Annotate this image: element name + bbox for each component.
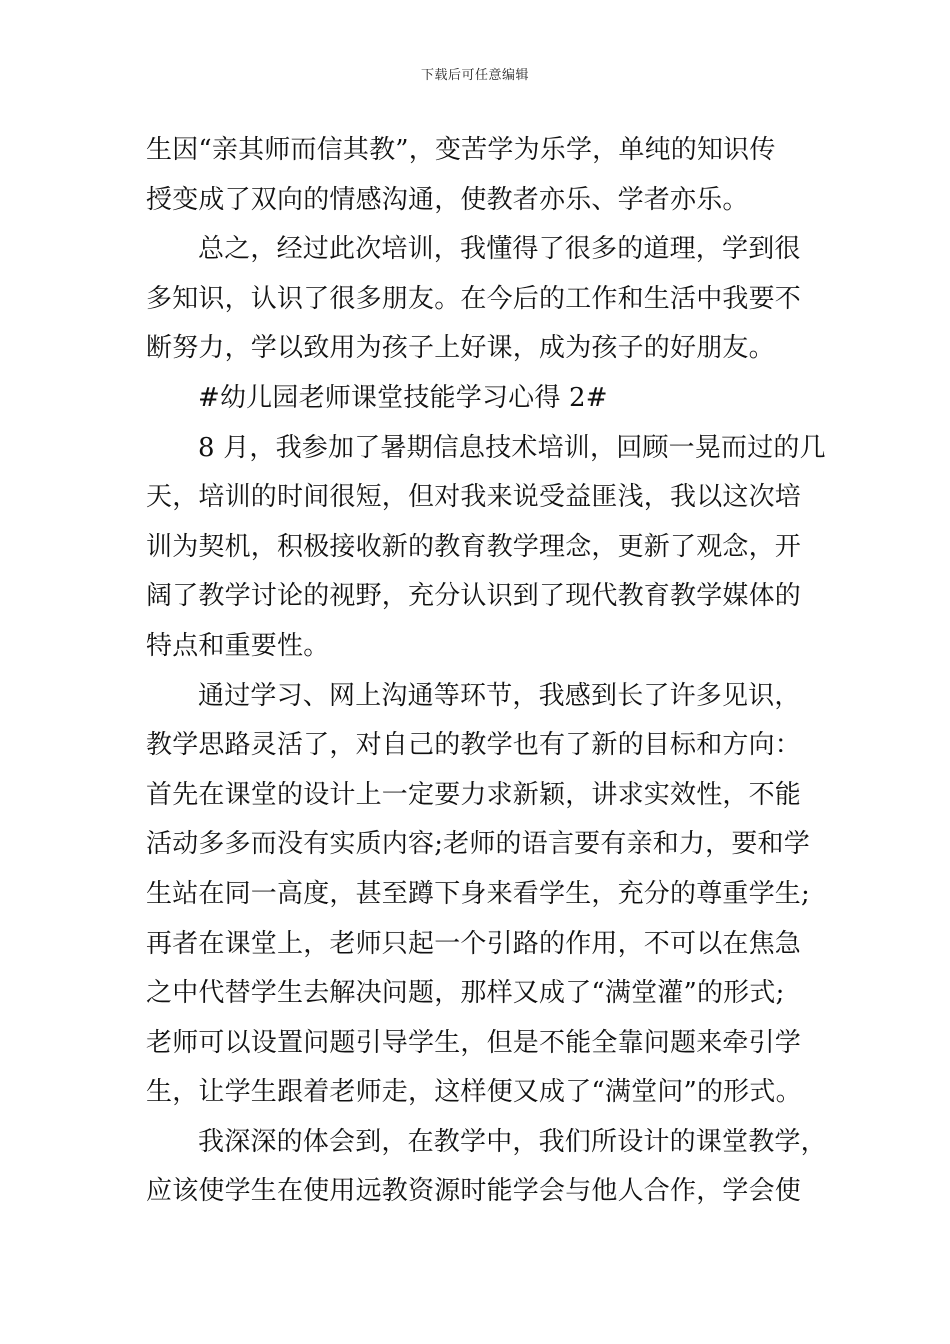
paragraph-start-line: 8 月，我参加了暑期信息技术培训，回顾一晃而过的几 <box>198 432 826 463</box>
text-line: 训为契机，积极接收新的教育教学理念，更新了观念，开 <box>146 531 802 562</box>
text-line: 特点和重要性。 <box>146 630 330 661</box>
text-line: 天，培训的时间很短，但对我来说受益匪浅，我以这次培 <box>146 482 802 513</box>
text-line: 首先在课堂的设计上一定要力求新颖，讲求实效性，不能 <box>146 779 802 810</box>
text-line: 老师可以设置问题引导学生，但是不能全靠问题来牵引学 <box>146 1027 802 1058</box>
text-line: 生站在同一高度，甚至蹲下身来看学生，充分的尊重学生; <box>146 878 810 909</box>
text-line: 阔了教学讨论的视野，充分认识到了现代教育教学媒体的 <box>146 581 802 612</box>
paragraph-start-line: 我深深的体会到，在教学中，我们所设计的课堂教学， <box>198 1126 827 1157</box>
section-heading: #幼儿园老师课堂技能学习心得 2# <box>198 382 608 413</box>
page-header: 下载后可任意编辑 <box>420 68 529 83</box>
text-line: 活动多多而没有实质内容;老师的语言要有亲和力，要和学 <box>146 829 810 860</box>
paragraph-start-line: 通过学习、网上沟通等环节，我感到长了许多见识， <box>198 680 801 711</box>
text-line: 多知识，认识了很多朋友。在今后的工作和生活中我要不 <box>146 283 802 314</box>
text-line: 断努力，学以致用为孩子上好课，成为孩子的好朋友。 <box>146 333 775 364</box>
body-text <box>146 126 827 1217</box>
text-line: 生，让学生跟着老师走，这样便又成了“满堂问”的形式。 <box>146 1077 802 1108</box>
text-line: 授变成了双向的情感沟通，使教者亦乐、学者亦乐。 <box>146 184 749 215</box>
paragraph-start-line: 总之，经过此次培训，我懂得了很多的道理，学到很 <box>198 234 801 265</box>
text-line: 之中代替学生去解决问题，那样又成了“满堂灌”的形式; <box>146 978 785 1009</box>
text-line: 应该使学生在使用远教资源时能学会与他人合作，学会使 <box>146 1176 802 1207</box>
text-line: 再者在课堂上，老师只起一个引路的作用，不可以在焦急 <box>146 928 802 959</box>
text-line: 教学思路灵活了，对自己的教学也有了新的目标和方向： <box>146 730 802 761</box>
text-line: 生因“亲其师而信其教”，变苦学为乐学，单纯的知识传 <box>146 135 776 165</box>
